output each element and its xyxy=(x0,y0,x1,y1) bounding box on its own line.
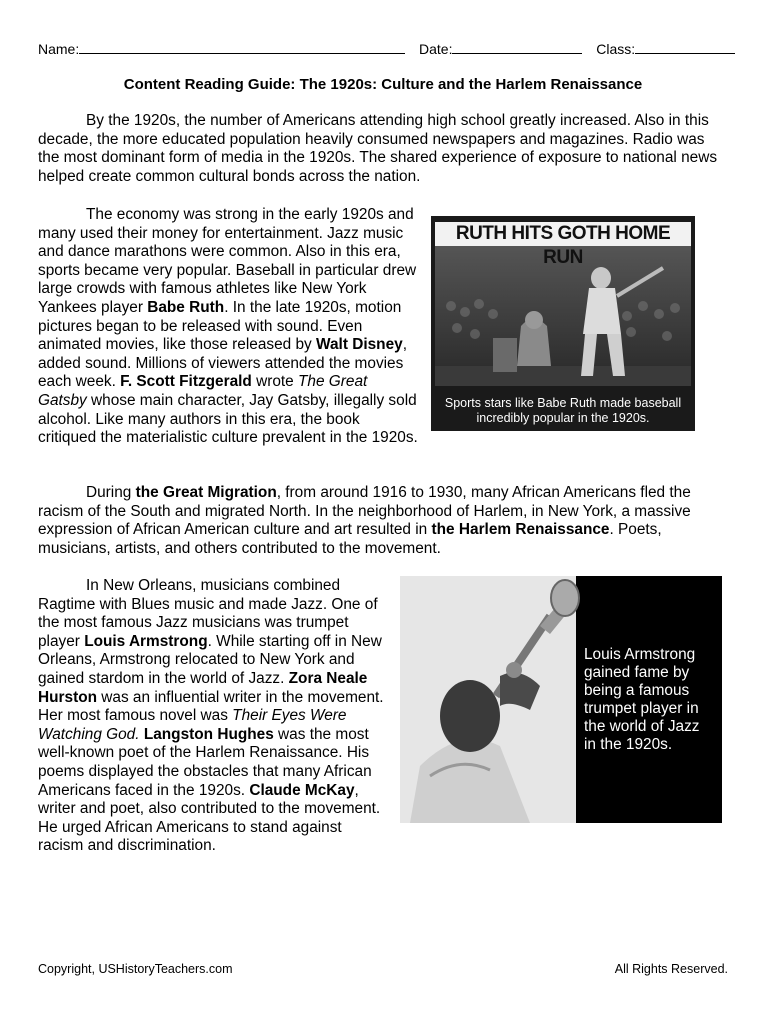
footer-copyright: Copyright, USHistoryTeachers.com xyxy=(38,962,233,976)
babe-ruth-caption: Sports stars like Babe Ruth made baseball incredibly popular in the 1920s. xyxy=(444,396,682,425)
name-field[interactable] xyxy=(79,40,405,54)
paragraph-4: In New Orleans, musicians combined Ragtime with Blues music and made Jazz. One of the most famous Jazz musicians was trumpet player Louis Armstrong. While starting off in New Orleans, Armstrong relocated to New York and gained stardom in the world of Jazz. Zora Neale Hurston was an influential writer in the movement. Her most famous novel was Their Eyes Were Watching God. Langston Hughes was the most well-known poet of the Harlem Renaissance. His poems displayed the obstacles that many African Americans faced in the 1920s. Claude McKay, writer and poet, also contributed to the movement. He urged African Americans to stand against racism and discrimination. xyxy=(38,577,384,855)
footer-rights: All Rights Reserved. xyxy=(614,962,728,976)
louis-armstrong-photo xyxy=(400,576,722,823)
class-label: Class: xyxy=(596,41,636,57)
paragraph-3: During the Great Migration, from around 1916 to 1930, many African Americans fled the racism of the South and migrated North. In the neighborhood of Harlem, in New York, a massive expression of African American culture and art resulted in the Harlem Renaissance. Poets, musicians, artists, and others contributed to the movement. xyxy=(38,484,691,557)
paragraph-2: The economy was strong in the early 1920s and many used their money for entertainment. Jazz music and dance marathons were common. Also in this era, sports became very popular. Baseball in particular drew large crowds with famous athletes like New York Yankees player Babe Ruth. In the late 1920s, motion pictures began to be released with sound. Even animated movies, like those released by Walt Disney, added sound. Millions of viewers attended the movies each week. F. Scott Fitzgerald wrote The Great Gatsby whose main character, Jay Gatsby, illegally sold alcohol. Like many authors in this era, the book critiqued the materialistic culture prevalent in the 1920s. xyxy=(38,206,418,447)
date-field[interactable] xyxy=(452,40,582,54)
worksheet-header xyxy=(38,40,728,58)
babe-ruth-photo xyxy=(431,216,695,431)
paragraph-1: By the 1920s, the number of Americans attending high school greatly increased. Also in this decade, the more educated population heavily consumed newspapers and magazines. Radio was the most dominant form of media in the 1920s. The shared experience of exposure to national news helped create common cultural bonds across the nation. xyxy=(38,112,718,185)
date-label: Date: xyxy=(419,41,453,57)
name-label: Name: xyxy=(38,41,80,57)
class-field[interactable] xyxy=(635,40,735,54)
newspaper-headline: RUTH HITS GOTH HOME RUN xyxy=(455,223,671,268)
louis-armstrong-caption: Louis Armstrong gained fame by being a famous trumpet player in the world of Jazz in the 1920s. xyxy=(584,646,700,753)
page-title: Content Reading Guide: The 1920s: Culture and the Harlem Renaissance xyxy=(123,76,643,93)
